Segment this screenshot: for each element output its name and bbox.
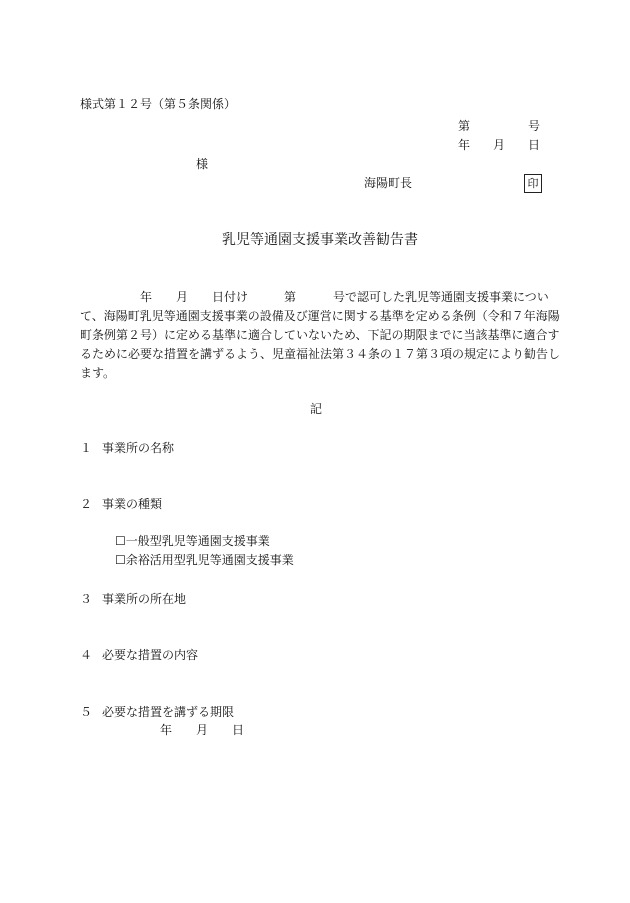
body-paragraph bbox=[80, 288, 561, 383]
deadline-day: 日 bbox=[232, 723, 245, 737]
item-1-label: 事業所の名称 bbox=[102, 441, 175, 455]
seal-box: 印 bbox=[524, 174, 542, 193]
addressee-honorific: 様 bbox=[196, 157, 209, 171]
item-2-number: ２ bbox=[80, 497, 93, 511]
body-year: 年 bbox=[140, 290, 153, 304]
body-line-5: ます。 bbox=[80, 366, 116, 380]
doc-number-suffix: 号 bbox=[528, 119, 541, 133]
body-line-1-rest: 号で認可した乳児等通園支援事業につい bbox=[333, 290, 549, 304]
doc-number-prefix: 第 bbox=[458, 119, 471, 133]
issuer-name: 海陽町長 bbox=[364, 176, 413, 190]
body-line-3: 町条例第２号）に定める基準に適合していないため、下記の期限までに当該基準に適合す bbox=[80, 328, 560, 342]
body-day: 日付け bbox=[212, 290, 249, 304]
body-line-2: て、海陽町乳児等通園支援事業の設備及び運営に関する基準を定める条例（令和７年海陽 bbox=[80, 309, 560, 323]
item-3-number: ３ bbox=[80, 592, 93, 606]
body-line-1 bbox=[80, 288, 552, 307]
item-4-label: 必要な措置の内容 bbox=[102, 648, 199, 662]
body-line-4: るために必要な措置を講ずるよう、児童福祉法第３４条の１７第３項の規定により勧告し bbox=[80, 347, 561, 361]
item-1-number: １ bbox=[80, 441, 93, 455]
item-5-number: ５ bbox=[80, 705, 93, 719]
document-title: 乳児等通園支援事業改善勧告書 bbox=[222, 232, 418, 248]
deadline-month: 月 bbox=[196, 723, 209, 737]
body-num-prefix: 第 bbox=[284, 290, 297, 304]
date-day: 日 bbox=[528, 138, 541, 152]
business-type-surplus: ☐余裕活用型乳児等通園支援事業 bbox=[115, 553, 294, 567]
date-year: 年 bbox=[458, 138, 471, 152]
deadline-year: 年 bbox=[160, 723, 173, 737]
form-number: 様式第１２号（第５条関係） bbox=[80, 97, 237, 111]
date-month: 月 bbox=[493, 138, 506, 152]
ki-heading: 記 bbox=[310, 402, 323, 416]
body-month: 月 bbox=[176, 290, 189, 304]
item-5-label: 必要な措置を講ずる期限 bbox=[102, 705, 235, 719]
item-3-label: 事業所の所在地 bbox=[102, 592, 187, 606]
item-4-number: ４ bbox=[80, 648, 93, 662]
business-type-general: ☐一般型乳児等通園支援事業 bbox=[115, 534, 270, 548]
item-2-label: 事業の種類 bbox=[102, 497, 163, 511]
